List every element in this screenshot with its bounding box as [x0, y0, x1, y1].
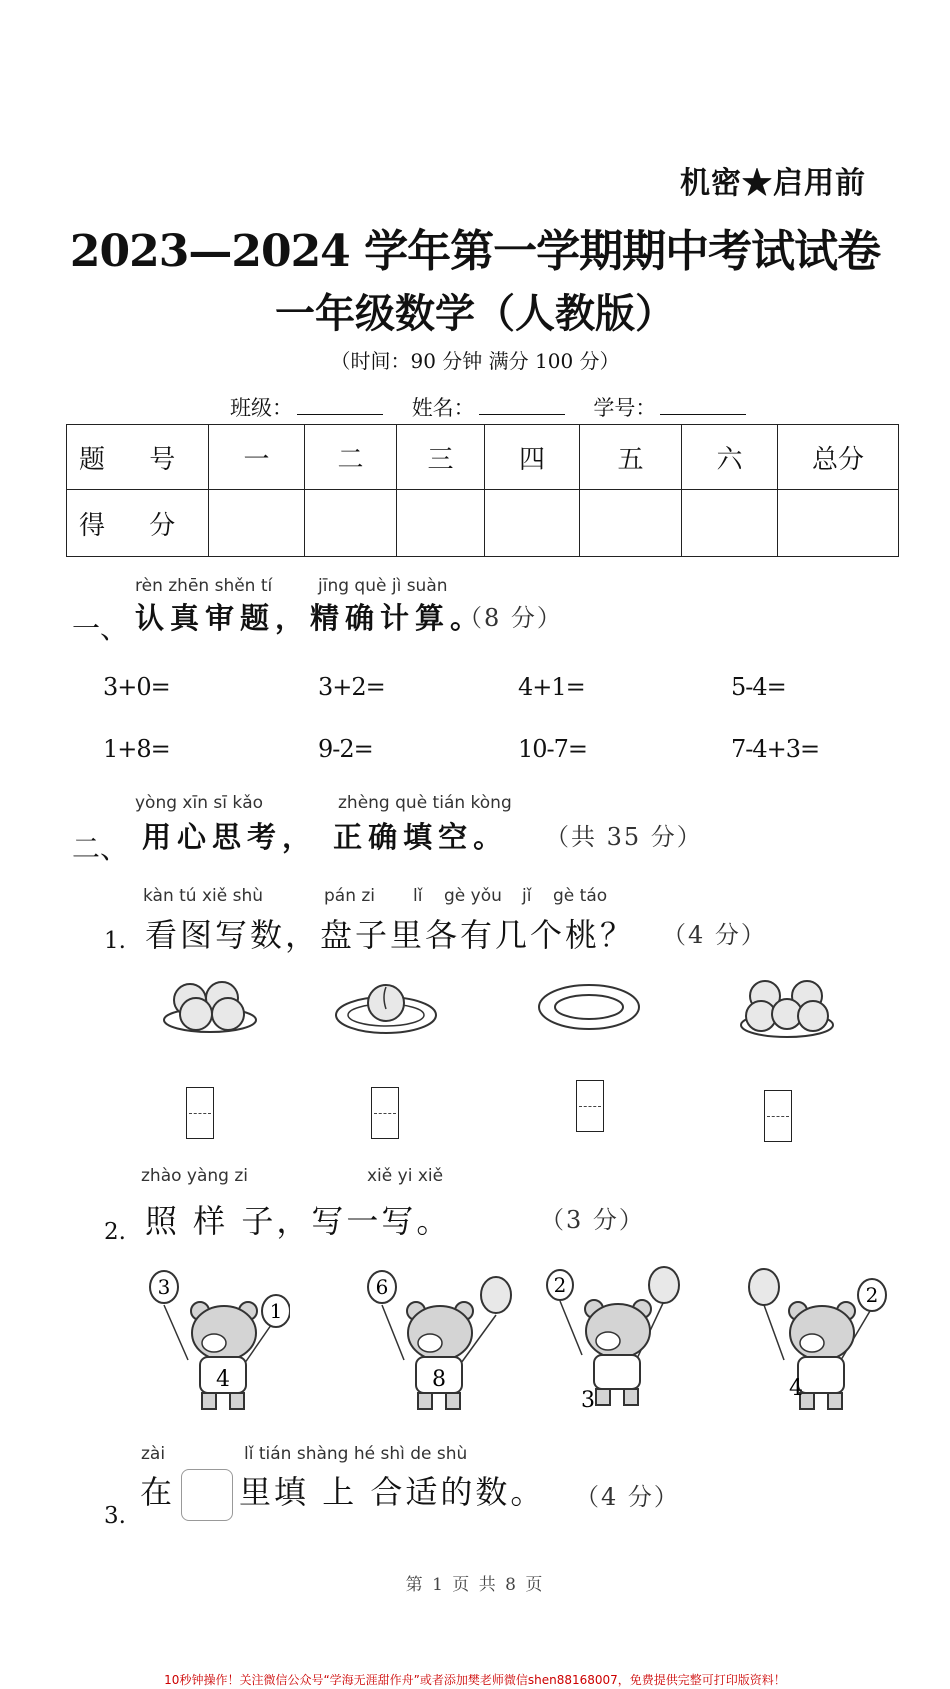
section2-pinyin-a: yòng xīn sī kǎo: [135, 793, 264, 813]
q1-pinyin: gè táo: [553, 886, 608, 906]
class-field[interactable]: [297, 396, 383, 415]
q3-text: [140, 1466, 545, 1521]
q2-number: 2.: [104, 1219, 126, 1245]
balloon-number: 2: [553, 1273, 567, 1297]
score-cell[interactable]: [209, 490, 305, 557]
exam-subtitle: 一年级数学（人教版）: [275, 290, 675, 337]
answer-box[interactable]: [764, 1090, 792, 1142]
time-info: （时间：90 分钟 满分 100 分）: [330, 349, 620, 373]
score-cell[interactable]: [682, 490, 778, 557]
page-number: 第 1 页 共 8 页: [405, 1575, 545, 1595]
shirt-number: 4: [216, 1367, 230, 1392]
answer-box[interactable]: [576, 1080, 604, 1132]
bear-balloon-icon: [356, 1265, 516, 1415]
calc-problem: 3+0=: [103, 673, 170, 701]
name-field[interactable]: [479, 396, 565, 415]
score-col-total: 总分: [778, 425, 899, 490]
calc-problem: 7-4+3=: [731, 735, 820, 763]
answer-box[interactable]: [371, 1087, 399, 1139]
q1-number: 1.: [104, 928, 126, 954]
number-label: 学号：: [593, 396, 657, 420]
q1-text: 看图写数，盘子里各有几个桃？: [145, 916, 636, 954]
q1-score: （4 分）: [662, 921, 767, 949]
score-cell[interactable]: [305, 490, 397, 557]
q3-score: （4 分）: [575, 1483, 680, 1511]
score-cell[interactable]: [580, 490, 682, 557]
q3-pinyin: lǐ tián shàng hé shì de shù: [244, 1444, 468, 1464]
q2-pinyin: xiě yi xiě: [367, 1166, 444, 1186]
section1-pinyin-b: jīng què jì suàn: [318, 576, 448, 596]
score-table-score-head: 得 分: [67, 490, 209, 557]
calc-problem: 10-7=: [518, 735, 588, 763]
bear-balloon-icon: [140, 1265, 290, 1415]
bear-balloon-icon: [538, 1265, 688, 1415]
balloon-number: 2: [865, 1283, 879, 1307]
q1-pinyin: jǐ: [522, 886, 532, 906]
balloon-number: 1: [269, 1299, 283, 1323]
score-col-2: 二: [305, 425, 397, 490]
section1-title: 认真审题，精确计算。: [135, 601, 486, 635]
bear-balloon-icon: [740, 1265, 890, 1415]
calc-problem: 1+8=: [103, 735, 170, 763]
score-cell[interactable]: [778, 490, 899, 557]
score-col-1: 一: [209, 425, 305, 490]
calc-problem: 4+1=: [518, 673, 585, 701]
fill-in-box[interactable]: [181, 1469, 233, 1521]
balloon-number: 3: [157, 1275, 171, 1299]
q1-pinyin: pán zi: [324, 886, 376, 906]
student-info: [230, 392, 768, 422]
score-table: [66, 424, 899, 557]
q2-text: 照 样 子，写一写。: [145, 1202, 452, 1240]
shirt-number: 8: [432, 1367, 446, 1392]
empty-plate-icon: [536, 982, 642, 1032]
calc-problem: 5-4=: [731, 673, 786, 701]
q3-text-after: 里填 上 合适的数。: [239, 1473, 546, 1511]
score-col-6: 六: [682, 425, 778, 490]
section1-score: （8 分）: [458, 604, 563, 632]
balloon-number: 6: [375, 1275, 389, 1299]
shirt-number: 4: [789, 1376, 803, 1401]
q1-pinyin: lǐ: [413, 886, 423, 906]
confidential-label: 机密★启用前: [680, 166, 866, 201]
score-table-header-row: [67, 425, 899, 490]
number-field[interactable]: [660, 396, 746, 415]
q3-number: 3.: [104, 1503, 126, 1529]
calc-problem: 3+2=: [318, 673, 385, 701]
score-col-3: 三: [397, 425, 485, 490]
q2-score: （3 分）: [540, 1206, 645, 1234]
q1-pinyin: kàn tú xiě shù: [143, 886, 264, 906]
score-col-4: 四: [485, 425, 580, 490]
section2-pinyin-b: zhèng què tián kòng: [338, 793, 512, 813]
shirt-number: 3: [581, 1388, 595, 1413]
score-cell[interactable]: [397, 490, 485, 557]
score-col-5: 五: [580, 425, 682, 490]
q1-pinyin: gè yǒu: [444, 886, 502, 906]
plate-with-5-peaches-icon: [737, 970, 837, 1045]
promo-footer: 10秒钟操作！关注微信公众号“学海无涯甜作舟”或者添加樊老师微信shen88168007，免费提供完整可打印版资料！: [164, 1673, 786, 1687]
exam-title: 2023—2024 学年第一学期期中考试试卷: [69, 226, 881, 277]
calc-problem: 9-2=: [318, 735, 373, 763]
plate-with-1-peach-icon: [333, 975, 439, 1040]
q3-pinyin: zài: [141, 1444, 166, 1464]
section2-number: 二、: [72, 832, 129, 865]
name-label: 姓名：: [411, 396, 475, 420]
class-label: 班级：: [230, 396, 293, 420]
section2-title: 用心思考， 正确填空。: [142, 820, 509, 854]
section2-score: （共 35 分）: [545, 823, 703, 851]
plate-with-4-peaches-icon: [160, 970, 260, 1040]
score-table-row-head: 题 号: [67, 425, 209, 490]
q2-pinyin: zhào yàng zi: [141, 1166, 249, 1186]
score-cell[interactable]: [485, 490, 580, 557]
section1-number: 一、: [72, 612, 129, 645]
q3-text-before: 在: [140, 1473, 176, 1511]
answer-box[interactable]: [186, 1087, 214, 1139]
section1-pinyin-a: rèn zhēn shěn tí: [135, 576, 273, 596]
score-table-score-row: [67, 490, 899, 557]
